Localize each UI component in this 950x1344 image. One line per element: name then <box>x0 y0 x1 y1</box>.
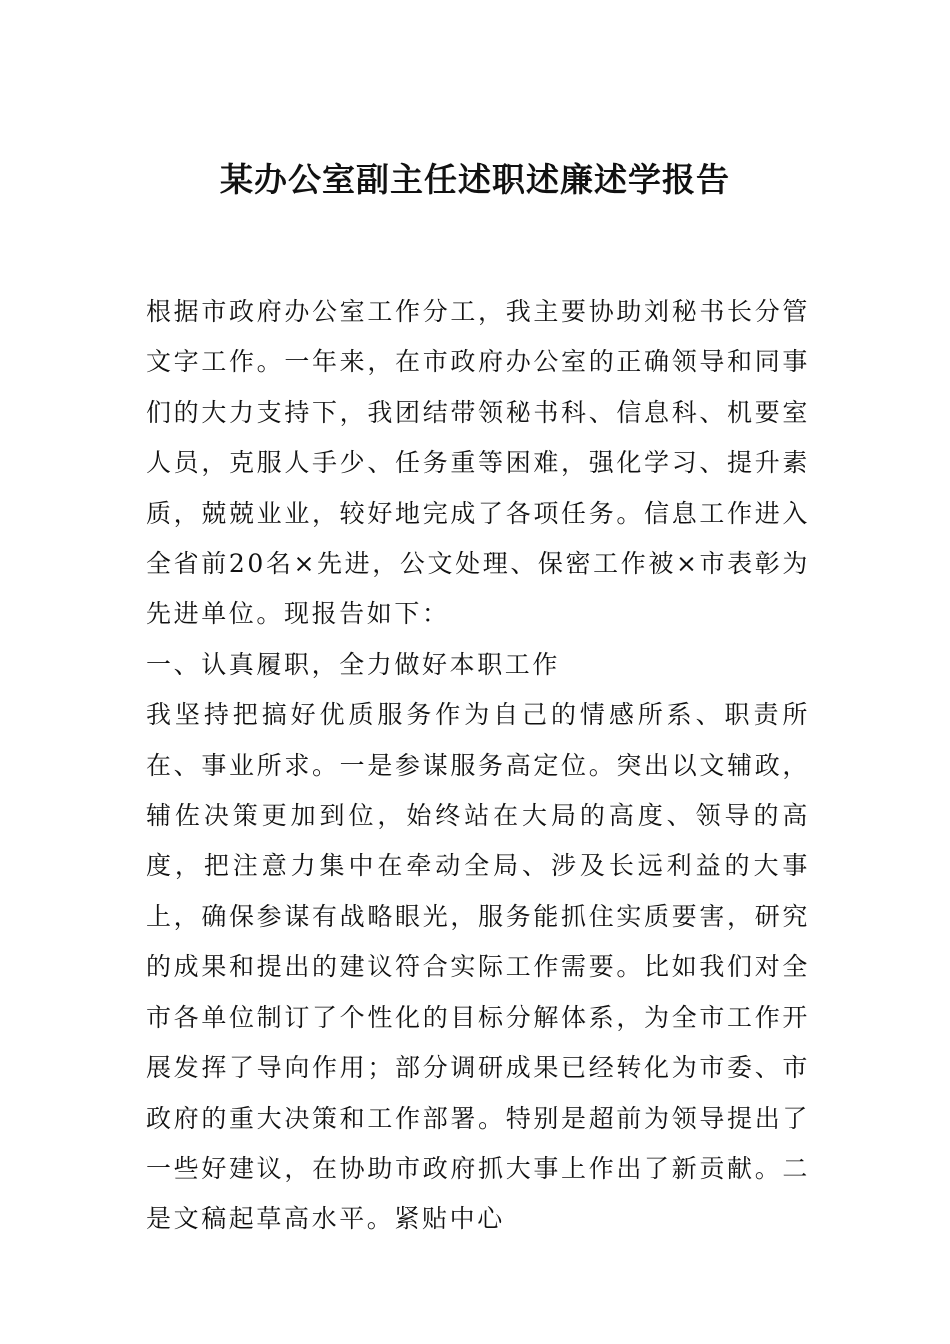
paragraph-section-1: 我坚持把搞好优质服务作为自己的情感所系、职责所在、事业所求。一是参谋服务高定位。突出以文辅政，辅佐决策更加到位，始终站在大局的高度、领导的高度，把注意力集中在牵动全局、涉及长远利益的大事上，确保参谋有战略眼光，服务能抓住实质要害，研究的成果和提出的建议符合实际工作需要。比如我们对全市各单位制订了个性化的目标分解体系，为全市工作开展发挥了导向作用；部分调研成果已经转化为市委、市政府的重大决策和工作部署。特别是超前为领导提出了一些好建议，在协助市政府抓大事上作出了新贡献。二是文稿起草高水平。紧贴中心 <box>146 700 810 1234</box>
section-heading-1: 一、认真履职，全力做好本职工作 <box>146 649 561 679</box>
paragraph-intro: 根据市政府办公室工作分工，我主要协助刘秘书长分管文字工作。一年来，在市政府办公室的正确领导和同事们的大力支持下，我团结带领秘书科、信息科、机要室人员，克服人手少、任务重等困难，强化学习、提升素质，兢兢业业，较好地完成了各项任务。信息工作进入全省前20名×先进，公文处理、保密工作被×市表彰为先进单位。现报告如下： <box>146 297 810 629</box>
document-body <box>146 287 810 1245</box>
document-title: 某办公室副主任述职述廉述学报告 <box>220 160 730 199</box>
